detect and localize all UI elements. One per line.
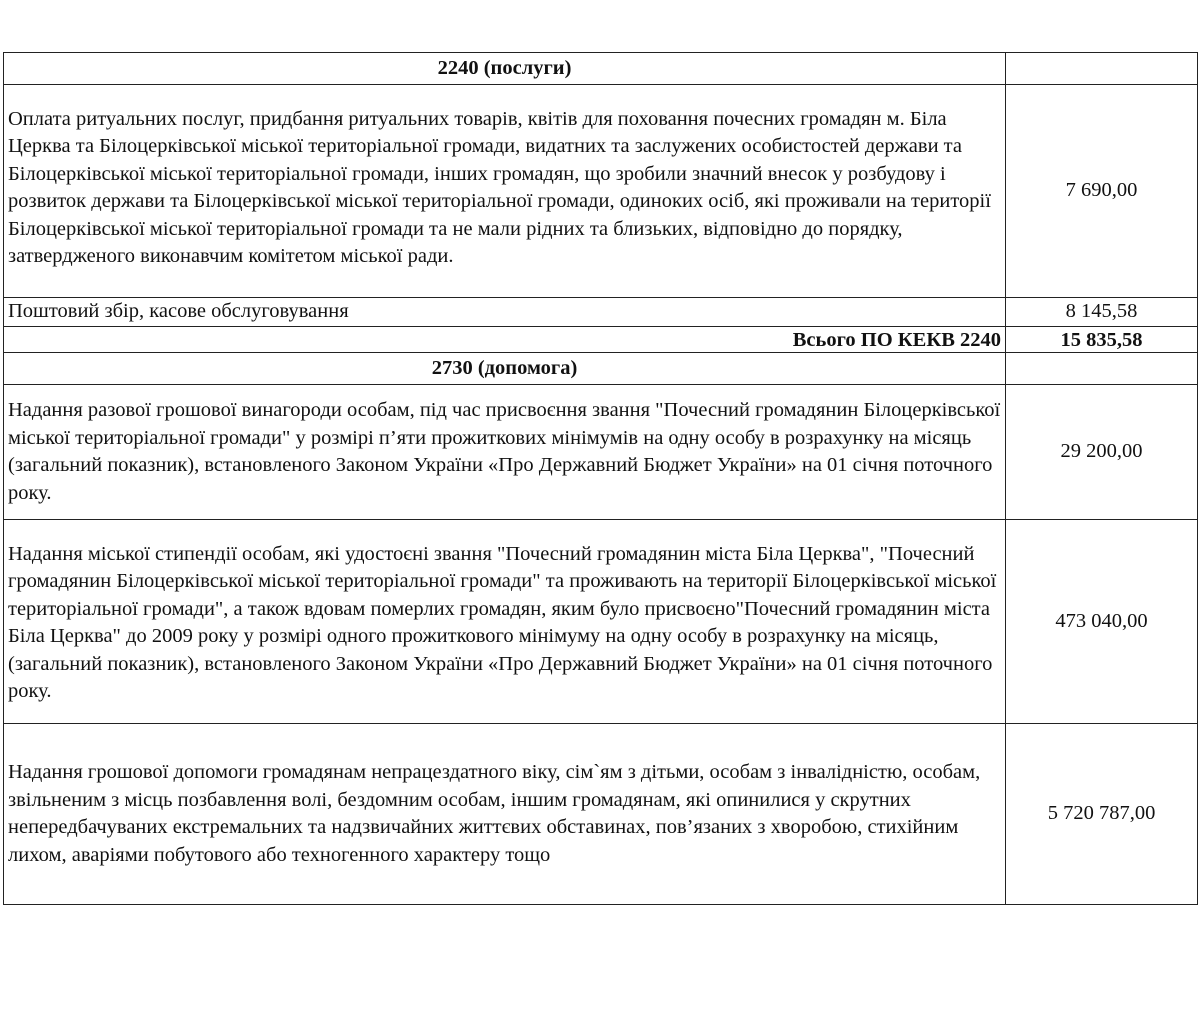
row-amount: 5 720 787,00 <box>1006 724 1198 905</box>
total-amount: 15 835,58 <box>1006 327 1198 353</box>
total-row <box>4 327 1198 353</box>
table-row <box>4 298 1198 327</box>
row-amount: 8 145,58 <box>1006 298 1198 327</box>
total-label: Всього ПО КЕКВ 2240 <box>4 327 1006 353</box>
section-title: 2730 (допомога) <box>4 353 1006 385</box>
table-row <box>4 724 1198 905</box>
table-row <box>4 520 1198 724</box>
section-header-row <box>4 53 1198 85</box>
row-amount: 473 040,00 <box>1006 520 1198 724</box>
section-amount-blank <box>1006 353 1198 385</box>
row-amount: 29 200,00 <box>1006 385 1198 520</box>
table-row <box>4 385 1198 520</box>
row-description: Оплата ритуальних послуг, придбання ритуальних товарів, квітів для поховання почесних громадян м. Біла Церква та Білоцерківської міської територіальної громади, видатних та заслужених особистостей держави та Білоцерківської міської територіальної громади, інших громадян, що зробили значний внесок у розбудову і розвиток держави та Білоцерківської міської територіальної громади, одиноких осіб, які проживали на території Білоцерківської міської територіальної громади та не мали рідних та близьких, відповідно до порядку, затвердженого виконавчим комітетом міської ради. <box>4 85 1006 298</box>
section-header-row <box>4 353 1198 385</box>
row-description: Надання грошової допомоги громадянам непрацездатного віку, сім`ям з дітьми, особам з інвалідністю, особам, звільненим з місць позбавлення волі, бездомним особам, іншим громадянам, які опинилися у скрутних непередбачуваних екстремальних та надзвичайних життєвих обставинах, пов’язаних з хворобою, стихійним лихом, аваріями побутового або техногенного характеру тощо <box>4 724 1006 905</box>
row-description: Надання міської стипендії особам, які удостоєні звання "Почесний громадянин міста Біла Церква", "Почесний громадянин Білоцерківської міської територіальної громади" та проживають на території Білоцерківської міської територіальної громади", а також вдовам померлих громадян, яким було присвоєно"Почесний громадянин міста Біла Церква" до 2009 року у розмірі одного прожиткового мінімуму на одну особу в розрахунку на місяць, (загальний показник), встановленого Законом України «Про Державний Бюджет України» на 01 січня поточного року. <box>4 520 1006 724</box>
row-description: Поштовий збір, касове обслуговування <box>4 298 1006 327</box>
section-title: 2240 (послуги) <box>4 53 1006 85</box>
row-amount: 7 690,00 <box>1006 85 1198 298</box>
row-description: Надання разової грошової винагороди особам, під час присвоєння звання "Почесний громадянин Білоцерківської міської територіальної громади" у розмірі п’яти прожиткових мінімумів на одну особу в розрахунку на місяць (загальний показник), встановленого Законом України «Про Державний Бюджет України» на 01 січня поточного року. <box>4 385 1006 520</box>
table-row <box>4 85 1198 298</box>
section-amount-blank <box>1006 53 1198 85</box>
budget-table <box>3 52 1198 905</box>
